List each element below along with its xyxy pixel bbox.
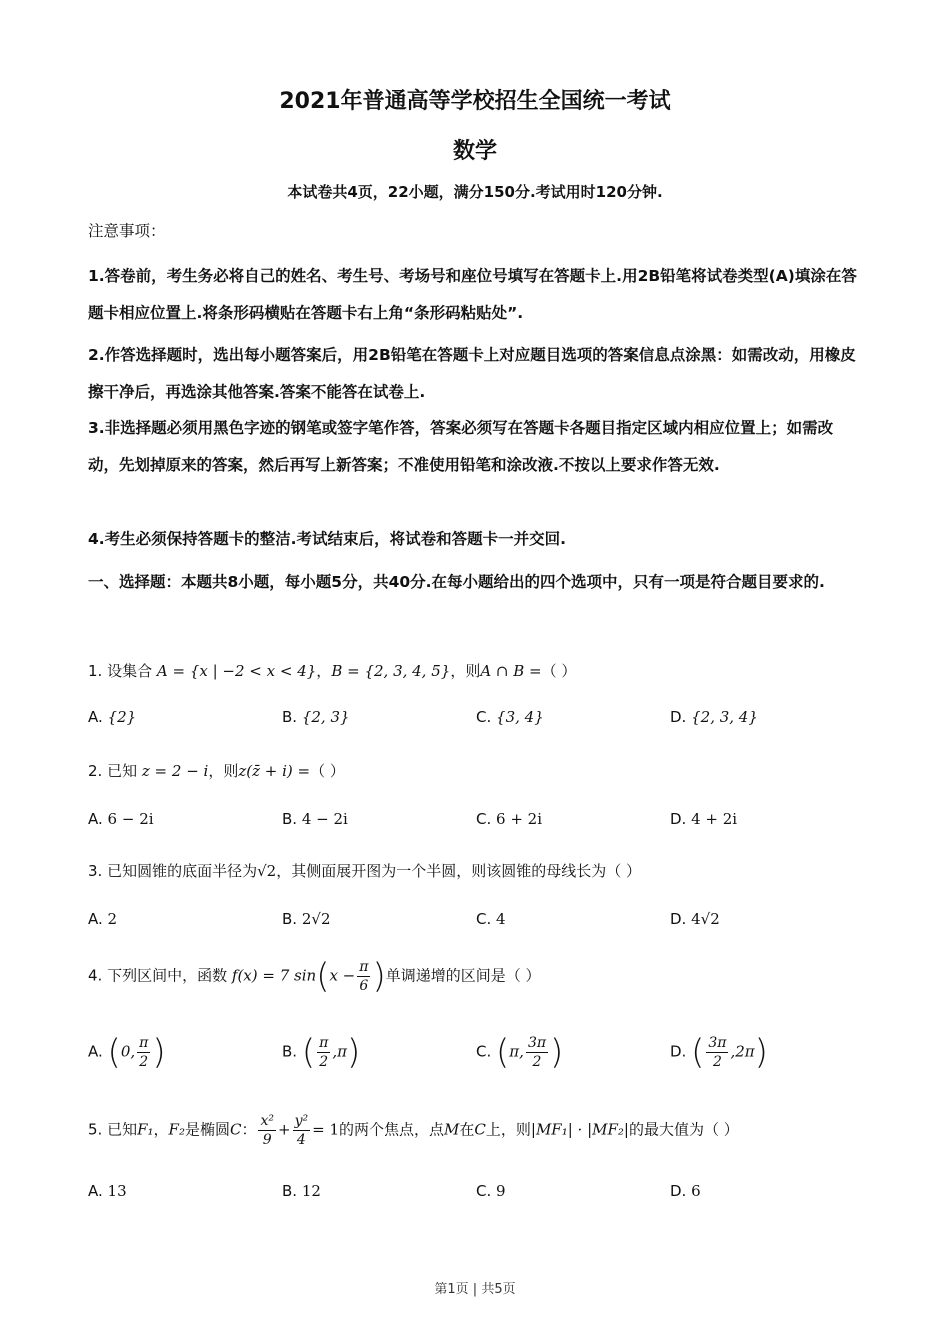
option-label: C. [476,910,492,928]
math-expression: z = 2 − i [141,762,209,780]
math-expression: z(z̄ + i) = [238,762,311,780]
fraction [357,958,370,995]
option-label: C. [476,708,492,726]
math-expression: A ∩ B = [480,662,542,680]
math-expression: B = {2, 3, 4, 5} [331,662,451,680]
question-2-options [88,810,868,840]
right-paren-icon: ) [550,1032,564,1073]
math-expression: C [474,1120,486,1139]
question-5 [88,1112,739,1149]
fraction [526,1034,548,1071]
option-label: A. [88,1182,103,1200]
question-3 [88,860,641,881]
option-label: A. [88,810,103,828]
option-label: B. [282,708,298,726]
option-c[interactable] [476,1182,506,1200]
question-text: 设集合 [107,662,153,680]
question-text: 已知 [107,1120,138,1139]
option-value: 6 − 2i [107,810,154,828]
math-expression: C [229,1120,242,1139]
question-2 [88,760,345,781]
math-expression: f(x) = 7 sin [231,966,317,985]
section-heading: 一、选择题：本题共8小题，每小题5分，共40分.在每小题给出的四个选项中，只有一项是符合题目要求的. [88,573,825,591]
fraction-numerator: 3π [708,1035,727,1051]
option-label: C. [476,1182,492,1200]
option-value: {2, 3, 4} [691,708,758,726]
option-label: D. [670,1182,687,1200]
option-value: 6 [691,1182,701,1200]
question-1 [88,660,576,681]
fraction [317,1034,330,1071]
option-value: {2, 3} [301,708,350,726]
question-1-options [88,708,868,738]
option-a[interactable] [88,1034,166,1071]
option-value: 2√2 [301,910,331,928]
option-b[interactable] [282,910,331,928]
question-text: 下列区间中，函数 [107,966,228,985]
question-number: 3. [88,862,103,880]
question-text: ，则 [450,662,481,680]
option-d[interactable] [670,1182,701,1200]
fraction-numerator: π [319,1035,329,1051]
fraction [137,1034,150,1071]
right-paren-icon: ) [372,956,386,997]
option-value: 6 + 2i [496,810,543,828]
math-expression: A = {x | −2 < x < 4} [156,662,317,680]
question-4 [88,958,541,995]
question-3-options [88,910,868,940]
fraction-denominator: 2 [139,1054,149,1070]
right-paren-icon: ) [346,1032,361,1073]
option-label: B. [282,1042,298,1061]
option-label: A. [88,1042,103,1061]
left-paren-icon: ( [316,956,330,997]
left-paren-icon: ( [107,1032,121,1073]
fraction-denominator: 2 [712,1054,722,1070]
question-text: 的最大值为（ ） [628,1120,739,1139]
notice-heading: 注意事项： [88,222,166,240]
option-value: 13 [107,1182,127,1200]
exam-title: 2021年普通高等学校招生全国统一考试 [279,89,671,114]
option-b[interactable] [282,708,350,726]
math-operator: + [278,1120,291,1139]
left-paren-icon: ( [301,1032,316,1073]
question-text: ，则 [208,762,239,780]
option-label: B. [282,910,298,928]
option-value: 12 [301,1182,321,1200]
option-c[interactable] [476,708,544,726]
option-label: C. [476,1042,492,1061]
option-c[interactable] [476,810,542,828]
notice-item-3: 3.非选择题必须用黑色字迹的钢笔或签字笔作答，答案必须写在答题卡各题目指定区域内相应位置上；如需改动，先划掉原来的答案，然后再写上新答案；不准使用铅笔和涂改液.不按以上要求作答无效. [88,419,834,474]
question-text: 已知 [107,762,138,780]
fraction-denominator: 2 [532,1054,542,1070]
question-number: 1. [88,662,103,680]
option-label: B. [282,1182,298,1200]
fraction-denominator: 4 [296,1132,306,1148]
option-label: A. [88,910,103,928]
left-paren-icon: ( [496,1032,510,1073]
question-text: 单调递增的区间是（ ） [385,966,541,985]
option-value: {3, 4} [496,708,544,726]
left-paren-icon: ( [691,1032,705,1073]
subject-title: 数学 [452,139,497,164]
question-number: 4. [88,966,103,985]
option-c[interactable] [476,1034,563,1071]
page-footer: 第1页 | 共5页 [434,1282,516,1297]
option-d[interactable] [670,910,720,928]
answer-blank: （ ） [310,762,345,780]
fraction-numerator: π [139,1035,149,1051]
fraction-numerator: x² [260,1113,274,1129]
math-expression: √2 [257,862,277,880]
option-b[interactable] [282,810,348,828]
option-b[interactable] [282,1034,360,1071]
question-text: 已知圆锥的底面半径为 [107,862,258,880]
question-text: ， [153,1120,169,1139]
option-value: 0, [120,1042,136,1061]
option-d[interactable] [670,810,737,828]
question-text: 是椭圆 [184,1120,230,1139]
question-text: 上，则 [485,1120,531,1139]
option-label: D. [670,810,687,828]
fraction-denominator: 2 [319,1054,329,1070]
fraction [706,1034,728,1071]
option-value: ,2π [730,1042,755,1061]
option-value: 9 [496,1182,506,1200]
math-expression: M [444,1120,460,1139]
option-a[interactable] [88,810,154,828]
fraction-numerator: 3π [527,1035,547,1051]
option-value: π, [509,1042,524,1061]
fraction-numerator: π [359,959,369,975]
answer-blank: （ ） [541,662,577,680]
notice-item-1: 1.答卷前，考生务必将自己的姓名、考生号、考场号和座位号填写在答题卡上.用2B铅笔将试卷类型(A)填涂在答题卡相应位置上.将条形码横贴在答题卡右上角“条形码粘贴处”. [88,267,857,322]
option-a[interactable] [88,910,117,928]
math-expression: |MF₁| · |MF₂| [530,1120,629,1139]
option-a[interactable] [88,1182,127,1200]
option-label: D. [670,910,687,928]
question-5-options [88,1182,868,1212]
exam-info: 本试卷共4页，22小题，满分150分.考试用时120分钟. [287,183,663,201]
option-b[interactable] [282,1182,321,1200]
math-expression: F₂ [168,1120,185,1139]
option-value: 4√2 [691,910,720,928]
math-expression: = 1 [312,1120,339,1139]
question-text: ， [316,662,332,680]
option-value: 4 [496,910,506,928]
option-value: 4 − 2i [301,810,348,828]
question-text: 的两个焦点，点 [339,1120,445,1139]
option-value: 4 + 2i [691,810,738,828]
option-label: B. [282,810,298,828]
math-expression: F₁ [137,1120,154,1139]
option-label: D. [670,1042,687,1061]
option-label: A. [88,708,103,726]
question-4-options [88,1034,868,1078]
option-value: 2 [107,910,118,928]
option-label: D. [670,708,687,726]
fraction-denominator: 9 [262,1132,272,1148]
fraction-denominator: 6 [359,978,369,994]
question-text: ： [241,1120,257,1139]
notice-item-4: 4.考生必须保持答题卡的整洁.考试结束后，将试卷和答题卡一并交回. [88,530,566,548]
question-text: ，其侧面展开图为一个半圆，则该圆锥的母线长为（ ） [276,862,641,880]
notice-item-2: 2.作答选择题时，选出每小题答案后，用2B铅笔在答题卡上对应题目选项的答案信息点涂黑：如需改动，用橡皮擦干净后，再选涂其他答案.答案不能答在试卷上. [88,346,856,401]
option-c[interactable] [476,910,506,928]
option-value: ,π [332,1042,347,1061]
option-a[interactable] [88,708,136,726]
option-value: {2} [107,708,137,726]
fraction-numerator: y² [294,1113,309,1129]
math-expression: x − [329,966,356,985]
right-paren-icon: ) [754,1032,768,1073]
question-text: 在 [459,1120,475,1139]
question-number: 2. [88,762,103,780]
fraction [258,1112,276,1149]
question-number: 5. [88,1120,103,1139]
option-label: C. [476,810,492,828]
option-d[interactable] [670,708,758,726]
option-d[interactable] [670,1034,768,1071]
fraction [293,1112,311,1149]
right-paren-icon: ) [152,1032,166,1073]
